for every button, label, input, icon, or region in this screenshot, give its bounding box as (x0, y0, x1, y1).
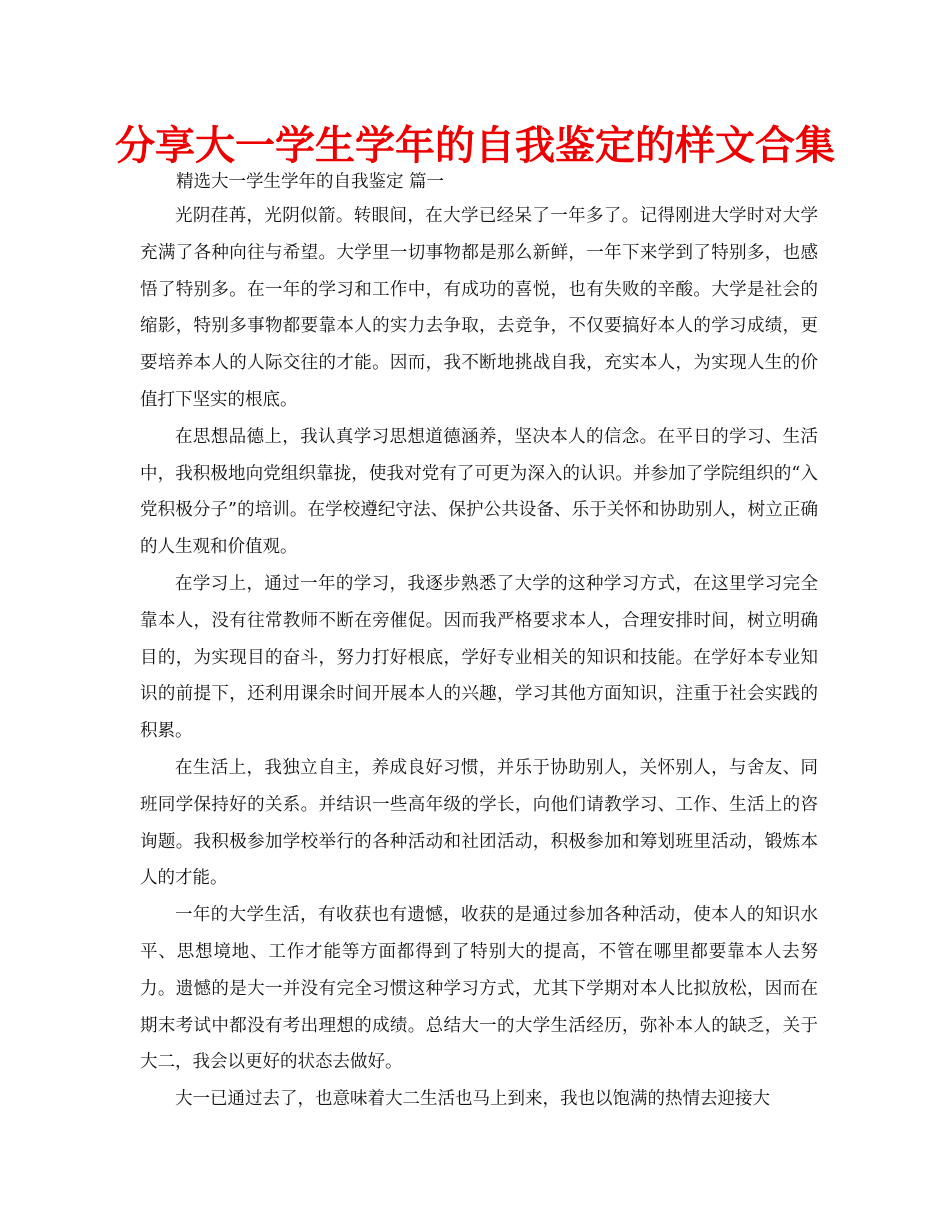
paragraph-5: 一年的大学生活，有收获也有遗憾，收获的是通过参加各种活动，使本人的知识水平、思想境地、工作才能等方面都得到了特别大的提高，不管在哪里都要靠本人去努力。遗憾的是大一并没有完全习惯这种学习方式，尤其下学期对本人比拟放松，因而在期末考试中都没有考出理想的成绩。总结大一的大学生活经历，弥补本人的缺乏，关于大二，我会以更好的状态去做好。 (140, 905, 818, 1073)
document-title: 分享大一学生学年的自我鉴定的样文合集 (115, 123, 835, 169)
section-subtitle: 精选大一学生学年的自我鉴定 篇一 (176, 172, 445, 192)
paragraph-6: 大一已通过去了，也意味着大二生活也马上到来，我也以饱满的热情去迎接大 (175, 1089, 770, 1110)
paragraph-2: 在思想品德上，我认真学习思想道德涵养，坚决本人的信念。在平日的学习、生活中，我积极地向党组织靠拢，使我对党有了可更为深入的认识。并参加了学院组织的“入党积极分子”的培训。在学校遵纪守法、保护公共设备、乐于关怀和协助别人，树立正确的人生观和价值观。 (140, 426, 818, 558)
document-body (140, 166, 818, 1118)
paragraph-3: 在学习上，通过一年的学习，我逐步熟悉了大学的这种学习方式，在这里学习完全靠本人，没有往常教师不断在旁催促。因而我严格要求本人，合理安排时间，树立明确目的，为实现目的奋斗，努力打好根底，学好专业相关的知识和技能。在学好本专业知识的前提下，还利用课余时间开展本人的兴趣，学习其他方面知识，注重于社会实践的积累。 (140, 573, 818, 742)
paragraph-1: 光阴荏苒，光阴似箭。转眼间，在大学已经呆了一年多了。记得刚进大学时对大学充满了各种向往与希望。大学里一切事物都是那么新鲜，一年下来学到了特别多，也感悟了特别多。在一年的学习和工作中，有成功的喜悦，也有失败的辛酸。大学是社会的缩影，特别多事物都要靠本人的实力去争取，去竞争，不仅要搞好本人的学习成绩，更要培养本人的人际交往的才能。因而，我不断地挑战自我，充实本人，为实现人生的价值打下坚实的根底。 (140, 206, 818, 410)
paragraph-4: 在生活上，我独立自主，养成良好习惯，并乐于协助别人，关怀别人，与舍友、同班同学保持好的关系。并结识一些高年级的学长，向他们请教学习、工作、生活上的咨询题。我积极参加学校举行的各种活动和社团活动，积极参加和筹划班里活动，锻炼本人的才能。 (140, 757, 818, 889)
